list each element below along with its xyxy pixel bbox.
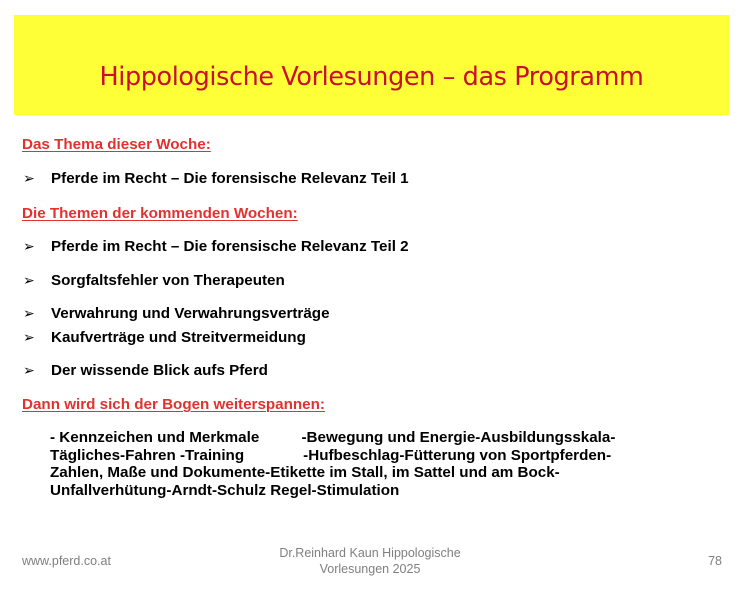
bullet-item [23, 305, 330, 322]
bullet-item [23, 238, 409, 255]
this-week-heading: Das Thema dieser Woche: [22, 136, 211, 153]
bullet-text: Kaufverträge und Streitvermeidung [51, 329, 306, 346]
outlook-topics [50, 429, 700, 499]
outlook-line: Zahlen, Maße und Dokumente-Etikette im Stall, im Sattel und am Bock- [50, 464, 560, 481]
arrow-bullet-icon: ➢ [23, 306, 35, 322]
bullet-item [23, 329, 306, 346]
footer-author [220, 545, 520, 577]
slide-title: Hippologische Vorlesungen – das Programm [99, 62, 644, 92]
outlook-line: - Kennzeichen und Merkmale -Bewegung und Energie-Ausbildungsskala- [50, 429, 616, 446]
bullet-item [23, 272, 285, 289]
outlook-line: Tägliches-Fahren -Training -Hufbeschlag-Fütterung von Sportpferden- [50, 446, 612, 464]
arrow-bullet-icon: ➢ [23, 273, 35, 289]
arrow-bullet-icon: ➢ [23, 239, 35, 255]
bullet-item [23, 170, 409, 187]
bullet-item [23, 362, 268, 379]
upcoming-heading: Die Themen der kommenden Wochen: [22, 205, 298, 222]
outlook-heading: Dann wird sich der Bogen weiterspannen: [22, 396, 325, 413]
bullet-text: Sorgfaltsfehler von Therapeuten [51, 272, 285, 289]
arrow-bullet-icon: ➢ [23, 330, 35, 346]
bullet-text: Pferde im Recht – Die forensische Relevanz Teil 2 [51, 238, 409, 255]
arrow-bullet-icon: ➢ [23, 171, 35, 187]
bullet-text: Pferde im Recht – Die forensische Relevanz Teil 1 [51, 170, 409, 187]
title-band [14, 15, 729, 115]
page-number: 78 [708, 554, 722, 568]
outlook-line: Unfallverhütung-Arndt-Schulz Regel-Stimulation [50, 481, 400, 499]
footer-author-line: Vorlesungen 2025 [319, 562, 421, 576]
bullet-text: Der wissende Blick aufs Pferd [51, 362, 268, 379]
footer-website: www.pferd.co.at [22, 554, 111, 568]
bullet-text: Verwahrung und Verwahrungsverträge [51, 305, 330, 322]
arrow-bullet-icon: ➢ [23, 363, 35, 379]
footer-author-line: Dr.Reinhard Kaun Hippologische [279, 546, 461, 560]
